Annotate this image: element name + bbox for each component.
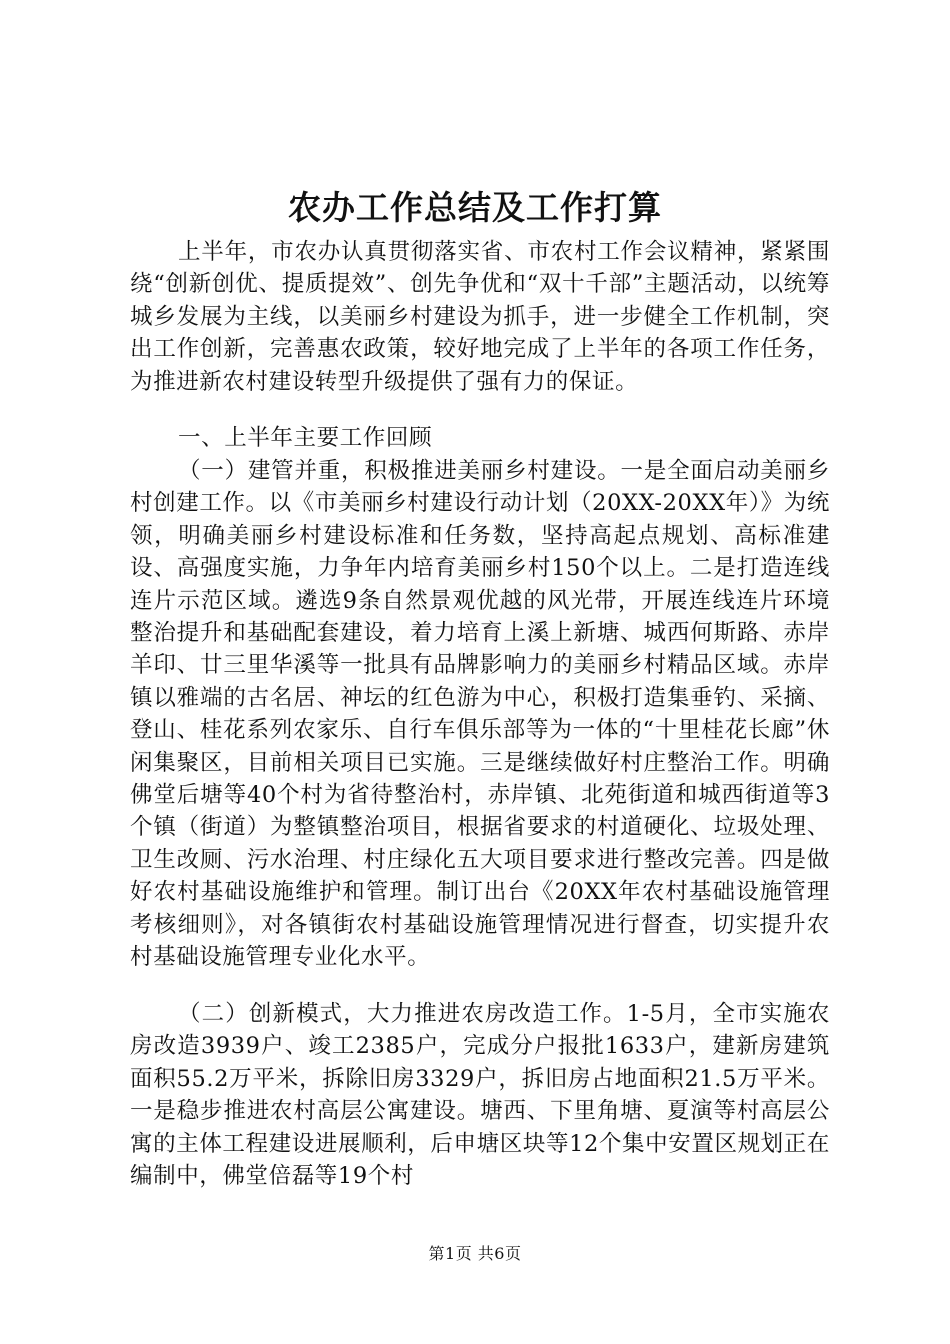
page-footer: 第1页 共6页 — [428, 1244, 522, 1263]
document-title: 农办工作总结及工作打算 — [288, 188, 662, 227]
section-paragraph-2: （二）创新模式，大力推进农房改造工作。1-5月，全市实施农房改造3939户、竣工2385户，完成分户报批1633户，建新房建筑面积55.2万平米，拆除旧房3329户，拆旧房占地面积21.5万平米。一是稳步推进农村高层公寓建设。塘西、下里角塘、夏演等村高层公寓的主体工程建设进展顺利，后申塘区块等12个集中安置区规划正在编制中，佛堂倍磊等19个村 — [130, 1001, 830, 1190]
section-heading: 一、上半年主要工作回顾 — [178, 425, 433, 451]
section-paragraph-1: （一）建管并重，积极推进美丽乡村建设。一是全面启动美丽乡村创建工作。以《市美丽乡村建设行动计划（20XX-20XX年）》为统领，明确美丽乡村建设标准和任务数，坚持高起点规划、高标准建设、高强度实施，力争年内培育美丽乡村150个以上。二是打造连线连片示范区域。遴选9条自然景观优越的风光带，开展连线连片环境整治提升和基础配套建设，着力培育上溪上新塘、城西何斯路、赤岸羊印、廿三里华溪等一批具有品牌影响力的美丽乡村精品区域。赤岸镇以雅端的古名居、神坛的红色游为中心，积极打造集垂钓、采摘、登山、桂花系列农家乐、自行车俱乐部等为一体的“十里桂花长廊”休闲集聚区，目前相关项目已实施。三是继续做好村庄整治工作。明确佛堂后塘等40个村为省待整治村，赤岸镇、北苑街道和城西街道等3个镇（街道）为整镇整治项目，根据省要求的村道硬化、垃圾处理、卫生改厕、污水治理、村庄绿化五大项目要求进行整改完善。四是做好农村基础设施维护和管理。制订出台《20XX年农村基础设施管理考核细则》，对各镇街农村基础设施管理情况进行督查，切实提升农村基础设施管理专业化水平。 — [130, 458, 830, 971]
intro-paragraph: 上半年，市农办认真贯彻落实省、市农村工作会议精神，紧紧围绕“创新创优、提质提效”、创先争优和“双十千部”主题活动，以统筹城乡发展为主线，以美丽乡村建设为抓手，进一步健全工作机制，突出工作创新，完善惠农政策，较好地完成了上半年的各项工作任务，为推进新农村建设转型升级提供了强有力的保证。 — [130, 239, 830, 395]
